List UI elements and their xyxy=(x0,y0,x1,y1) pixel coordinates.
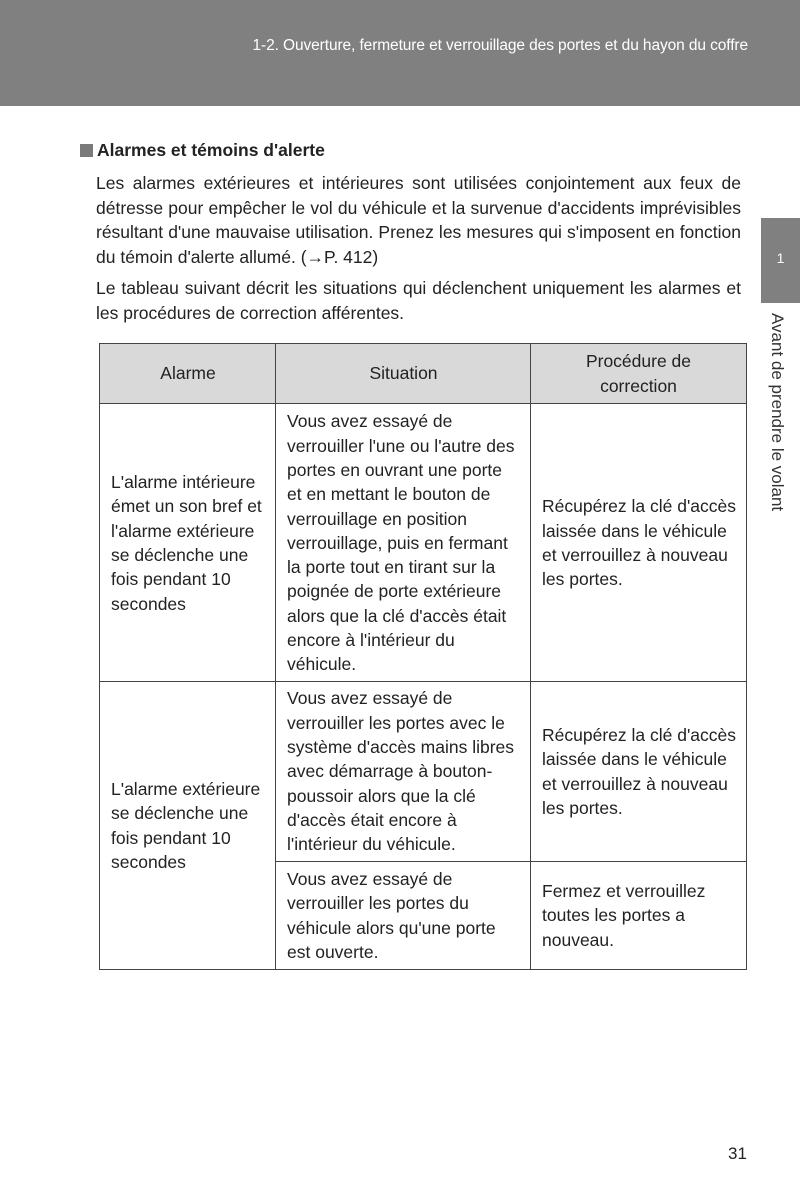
chapter-side-label: Avant de prendre le volant xyxy=(768,313,787,512)
table-cell-alarm: L'alarme extérieure se déclenche une fois pendant 10 secondes xyxy=(111,778,261,872)
intro-paragraph: Les alarmes extérieures et intérieures sont utilisées conjointement aux feux de détresse pour empêcher le vol du véhicule et la survenue d'accidents imprévisibles résultant d'une mauvaise utilisation. Prenez les mesures qui s'imposent en fonction du témoin d'alerte allumé. (→P. 412) xyxy=(96,173,741,267)
section-heading-text: Alarmes et témoins d'alerte xyxy=(97,140,325,160)
table-cell-situation: Vous avez essayé de verrouiller les portes avec le système d'accès mains libres avec démarrage à bouton-poussoir alors que la clé d'accès était encore à l'intérieur du véhicule. xyxy=(287,688,515,855)
table-cell-situation: Vous avez essayé de verrouiller les portes du véhicule alors qu'une porte est ouverte. xyxy=(287,868,496,962)
header-cell-alarm: Alarme xyxy=(100,344,276,404)
page-number: 31 xyxy=(728,1144,747,1163)
table-cell-procedure: Récupérez la clé d'accès laissée dans le véhicule et verrouillez à nouveau les portes. xyxy=(542,496,736,590)
header-cell-procedure: Procédure de correction xyxy=(531,344,746,404)
table-cell-procedure: Fermez et verrouillez toutes les portes a nouveau. xyxy=(542,881,706,950)
alarm-table xyxy=(99,343,747,970)
table-cell-procedure: Récupérez la clé d'accès laissée dans le véhicule et verrouillez à nouveau les portes. xyxy=(542,724,736,818)
table-cell-situation: Vous avez essayé de verrouiller l'une ou l'autre des portes en ouvrant une porte et en mettant le bouton de verrouillage en position verrouillage, puis en fermant la porte tout en tirant sur la poignée de porte extérieure alors que la clé d'accès était encore à l'intérieur du véhicule. xyxy=(287,411,515,675)
chapter-title: 1-2. Ouverture, fermeture et verrouillage des portes et du hayon du coffre xyxy=(252,37,748,54)
table-intro-paragraph: Le tableau suivant décrit les situations qui déclenchent uniquement les alarmes et les procédures de correction afférentes. xyxy=(96,278,741,323)
page-header xyxy=(0,0,800,106)
section-heading xyxy=(80,140,325,161)
square-bullet-icon xyxy=(80,144,93,157)
chapter-number: 1 xyxy=(776,250,785,266)
header-cell-situation: Situation xyxy=(276,344,531,404)
table-cell-alarm: L'alarme intérieure émet un son bref et l'alarme extérieure se déclenche une fois pendant 10 secondes xyxy=(111,472,262,614)
chapter-tab xyxy=(761,218,800,303)
